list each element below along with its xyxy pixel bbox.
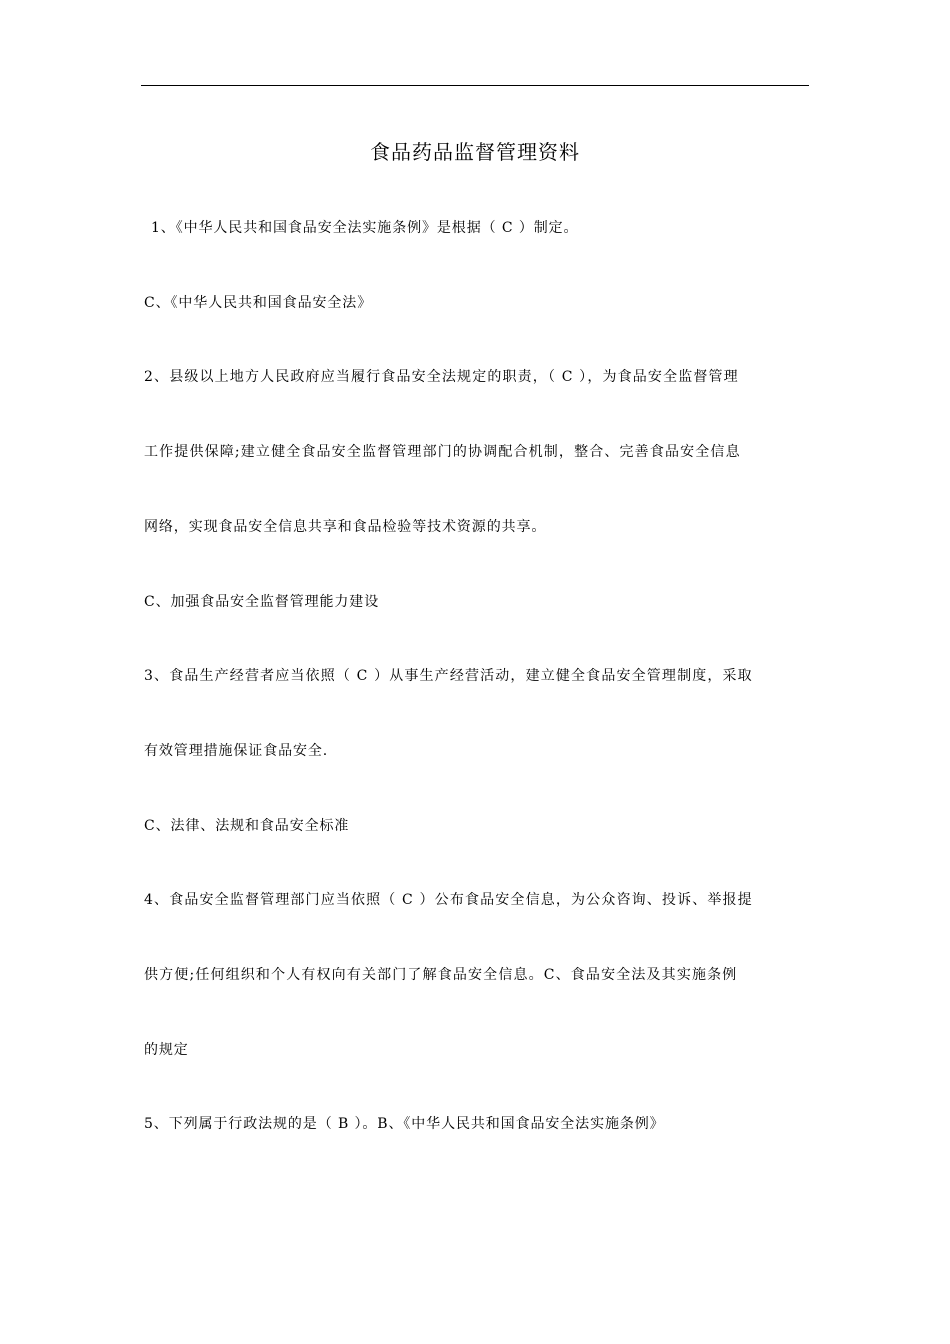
answer-1: C、《中华人民共和国食品安全法》 xyxy=(144,295,373,311)
document-title: 食品药品监督管理资料 xyxy=(370,140,580,164)
answer-3: C、法律、法规和食品安全标准 xyxy=(144,818,350,834)
question-4-line-2: 供方便;任何组织和个人有权向有关部门了解食品安全信息。C、食品安全法及其实施条例 xyxy=(144,967,738,983)
question-4-line-1: 4、食品安全监督管理部门应当依照（ C ）公布食品安全信息，为公众咨询、投诉、举报提 xyxy=(144,892,753,908)
question-2-line-2: 工作提供保障;建立健全食品安全监督管理部门的协调配合机制，整合、完善食品安全信息 xyxy=(144,444,741,460)
header-rule xyxy=(141,85,809,86)
question-3-line-2: 有效管理措施保证食品安全. xyxy=(144,743,329,759)
question-2-line-1: 2、县级以上地方人民政府应当履行食品安全法规定的职责，（ C ），为食品安全监督管理 xyxy=(144,369,739,385)
question-1: 1、《中华人民共和国食品安全法实施条例》是根据（ C ）制定。 xyxy=(151,220,579,236)
question-5: 5、下列属于行政法规的是（ B ）。B、《中华人民共和国食品安全法实施条例》 xyxy=(144,1116,665,1132)
answer-2: C、加强食品安全监督管理能力建设 xyxy=(144,594,380,610)
question-2-line-3: 网络，实现食品安全信息共享和食品检验等技术资源的共享。 xyxy=(144,519,547,535)
question-3-line-1: 3、食品生产经营者应当依照（ C ）从事生产经营活动，建立健全食品安全管理制度，采取 xyxy=(144,668,753,684)
question-4-line-3: 的规定 xyxy=(144,1042,189,1058)
